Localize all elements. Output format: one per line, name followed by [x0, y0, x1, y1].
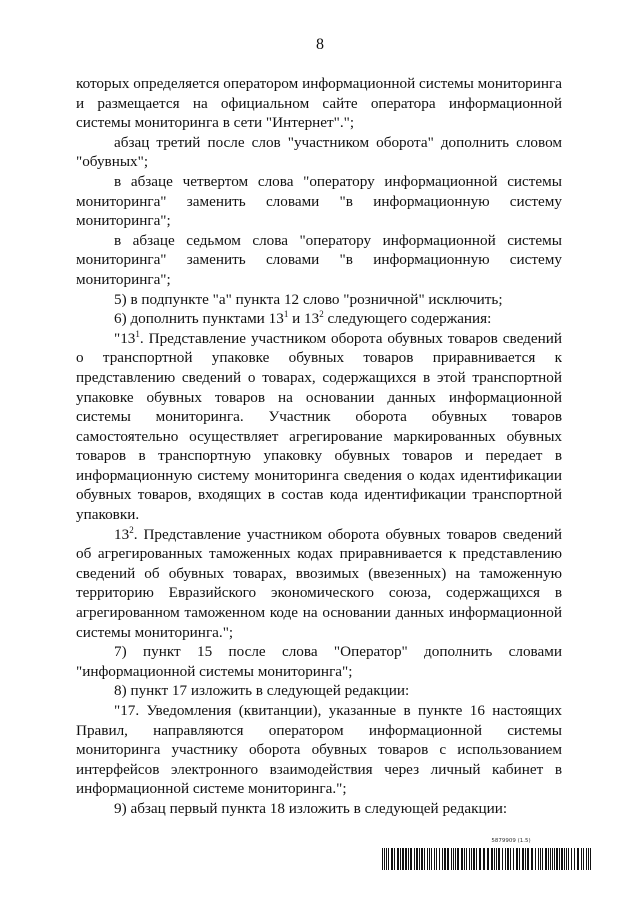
superscript: 1	[135, 328, 140, 339]
barcode-bar	[566, 848, 567, 870]
barcode-bar	[466, 848, 467, 870]
barcode-bar	[507, 848, 509, 870]
barcode-bar	[513, 848, 514, 870]
barcode-caption: 5879909 (1.5)	[491, 838, 531, 844]
barcode-bar	[455, 848, 456, 870]
barcode-bar	[388, 848, 389, 870]
barcode-bar	[453, 848, 454, 870]
barcode-bar	[384, 848, 385, 870]
paragraph-text: в абзаце четвертом слова "оператору информационной системы мониторинга" заменить словами "в информационную систему мониторинга";	[76, 172, 562, 230]
barcode-bar	[527, 848, 529, 870]
paragraph	[76, 133, 562, 172]
barcode-bar	[457, 848, 459, 870]
barcode-bar	[439, 848, 440, 870]
paragraph-text: которых определяется оператором информационной системы мониторинга и размещается на официальном сайте оператора информационной системы мониторинга в сети "Интернет".";	[76, 75, 562, 132]
barcode-block	[382, 838, 594, 870]
barcode-bar	[561, 848, 563, 870]
barcode-bar	[586, 848, 587, 870]
paragraph	[76, 290, 562, 310]
barcode-bar	[525, 848, 526, 870]
page-number: 8	[316, 36, 324, 53]
barcode-bar	[476, 848, 477, 870]
barcode-bar	[427, 848, 428, 870]
paragraph	[76, 172, 562, 231]
barcode-bar	[434, 848, 435, 870]
barcode-bar	[540, 848, 541, 870]
barcode-bar	[498, 848, 500, 870]
paragraph-text: 6) дополнить пунктами 13	[114, 310, 284, 328]
barcode-bar	[590, 848, 591, 870]
barcode-bar	[545, 848, 547, 870]
barcode-bar	[382, 848, 383, 870]
barcode-bar	[444, 848, 446, 870]
document-body	[76, 74, 562, 819]
barcode-bar	[550, 848, 551, 870]
barcode-bar	[400, 848, 401, 870]
superscript: 1	[283, 309, 289, 320]
paragraph	[76, 231, 562, 290]
barcode-bar	[505, 848, 506, 870]
paragraph-text: и 13	[288, 310, 320, 328]
barcode-bar	[548, 848, 549, 870]
barcode-bar	[386, 848, 387, 870]
barcode-bar	[424, 848, 425, 870]
barcode-bar	[414, 848, 415, 870]
paragraph-text: 13	[114, 525, 130, 543]
paragraph-text: "17. Уведомления (квитанции), указанные в пункте 16 настоящих Правил, направляются оператором информационной системы мониторинга участнику оборота обувных товаров с использованием интерфейсов электронного взаимодействия через личный кабинет в информационной системе мониторинга.";	[76, 702, 562, 798]
paragraph	[76, 309, 562, 329]
barcode-bar	[588, 848, 589, 870]
barcode-bar	[510, 848, 511, 870]
barcode-bar	[487, 848, 489, 870]
barcode-bar	[471, 848, 472, 870]
paragraph-text: . Представление участником оборота обувных товаров сведений о транспортной упаковке обувных товаров приравнивается к представлению сведений о товарах, содержащихся в этой транспортной упаковке обувных товаров на основании данных информационной системы мониторинга. Участник оборота обувных товаров самостоятельно осуществляет агрегирование маркированных обувных товаров в транспортную упаковку обувных товаров и передает в информационную систему мониторинга сведения о кодах идентификации обувных товаров, входящих в состав кода идентификации транспортной упаковки.	[76, 329, 562, 524]
barcode-bar	[564, 848, 565, 870]
barcode-bar	[531, 848, 533, 870]
barcode-bar	[574, 848, 575, 870]
barcode-bar	[431, 848, 432, 870]
barcode-bar	[408, 848, 409, 870]
barcode-bar	[461, 848, 463, 870]
barcode-bar	[542, 848, 543, 870]
paragraph	[76, 642, 562, 681]
paragraph	[76, 74, 562, 133]
barcode-bar	[479, 848, 481, 870]
barcode-bar	[391, 848, 393, 870]
barcode-bar	[519, 848, 520, 870]
barcode-bar	[442, 848, 443, 870]
paragraph	[76, 701, 562, 799]
barcode-bar	[538, 848, 539, 870]
barcode-bar	[419, 848, 420, 870]
barcode-bar	[469, 848, 470, 870]
barcode-bar	[581, 848, 582, 870]
barcode-bar	[491, 848, 493, 870]
barcode-bar	[494, 848, 495, 870]
paragraph-text: 8) пункт 17 изложить в следующей редакции:	[114, 682, 410, 700]
barcode-bar	[556, 848, 558, 870]
superscript: 2	[129, 524, 134, 535]
paragraph-text: "13	[114, 329, 136, 347]
barcode-bar	[436, 848, 437, 870]
barcode-bar	[522, 848, 524, 870]
barcode-image	[382, 848, 594, 870]
barcode-bar	[394, 848, 395, 870]
barcode-bar	[577, 848, 579, 870]
paragraph	[76, 799, 562, 819]
barcode-bar	[464, 848, 465, 870]
paragraph-text: следующего содержания:	[323, 310, 492, 328]
paragraph	[76, 681, 562, 701]
barcode-bar	[552, 848, 553, 870]
paragraph-text: 7) пункт 15 после слова "Оператор" дополнить словами "информационной системы мониторинга";	[76, 643, 562, 680]
barcode-bar	[583, 848, 584, 870]
paragraph	[76, 329, 562, 525]
barcode-bar	[410, 848, 412, 870]
barcode-bar	[483, 848, 485, 870]
barcode-bar	[502, 848, 503, 870]
barcode-bar	[429, 848, 430, 870]
paragraph-text: . Представление участником оборота обувных товаров сведений об агрегированных таможенных кодах приравнивается к представлению сведений об обувных товарах, ввозимых (ввезенных) на таможенную территорию Евразийского экономического союза, содержащихся в агрегированном таможенном коде на основании данных информационной системы мониторинга.";	[76, 525, 562, 641]
barcode-bar	[516, 848, 518, 870]
superscript: 2	[319, 309, 324, 320]
barcode-bar	[402, 848, 404, 870]
barcode-bar	[451, 848, 452, 870]
barcode-bar	[416, 848, 418, 870]
barcode-bar	[559, 848, 560, 870]
barcode-bar	[571, 848, 572, 870]
barcode-bar	[568, 848, 569, 870]
paragraph-text: в абзаце седьмом слова "оператору информационной системы мониторинга" заменить словами "в информационную систему мониторинга";	[76, 231, 562, 288]
barcode-bar	[405, 848, 407, 870]
barcode-bar	[447, 848, 449, 870]
barcode-bar	[496, 848, 497, 870]
barcode-bar	[473, 848, 475, 870]
paragraph-text: 9) абзац первый пункта 18 изложить в следующей редакции:	[114, 799, 508, 817]
paragraph-text: абзац третий после слов "участником оборота" дополнить словом "обувных";	[76, 133, 562, 171]
barcode-bar	[554, 848, 555, 870]
barcode-bar	[397, 848, 399, 870]
barcode-bar	[421, 848, 423, 870]
barcode-bar	[535, 848, 536, 870]
paragraph	[76, 525, 562, 643]
paragraph-text: 5) в подпункте "а" пункта 12 слово "розничной" исключить;	[114, 290, 503, 308]
